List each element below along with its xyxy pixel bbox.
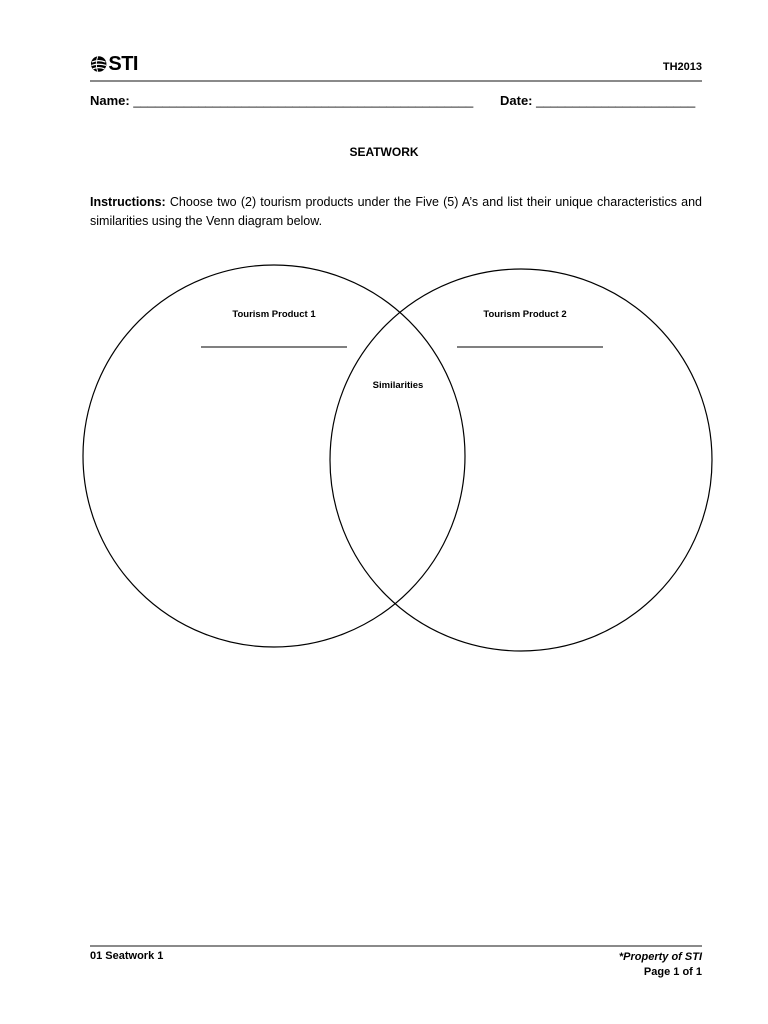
footer-page-number: Page 1 of 1 bbox=[643, 966, 702, 978]
instructions-label: Instructions: bbox=[90, 195, 166, 209]
venn-right-label: Tourism Product 2 bbox=[483, 309, 567, 320]
date-blank: ______________________ bbox=[536, 93, 696, 108]
page-title: SEATWORK bbox=[349, 145, 419, 159]
footer-property: *Property of STI bbox=[618, 951, 702, 963]
name-blank: _______________________________________________ bbox=[133, 93, 474, 108]
document-code: TH2013 bbox=[662, 61, 702, 73]
name-label: Name: bbox=[90, 93, 130, 108]
venn-circle-left bbox=[83, 265, 465, 647]
footer-info bbox=[619, 950, 702, 980]
venn-center-label: Similarities bbox=[372, 380, 424, 391]
logo-text: STI bbox=[108, 53, 138, 75]
date-label: Date: bbox=[500, 93, 533, 108]
venn-circle-right bbox=[330, 269, 712, 651]
footer-document-name: 01 Seatwork 1 bbox=[90, 950, 164, 962]
instructions-text: Choose two (2) tourism products under the Five (5) A’s and list their unique characteristics and similarities using the Venn diagram below. bbox=[90, 195, 702, 228]
footer-divider bbox=[90, 945, 702, 947]
venn-left-label: Tourism Product 1 bbox=[232, 309, 316, 320]
